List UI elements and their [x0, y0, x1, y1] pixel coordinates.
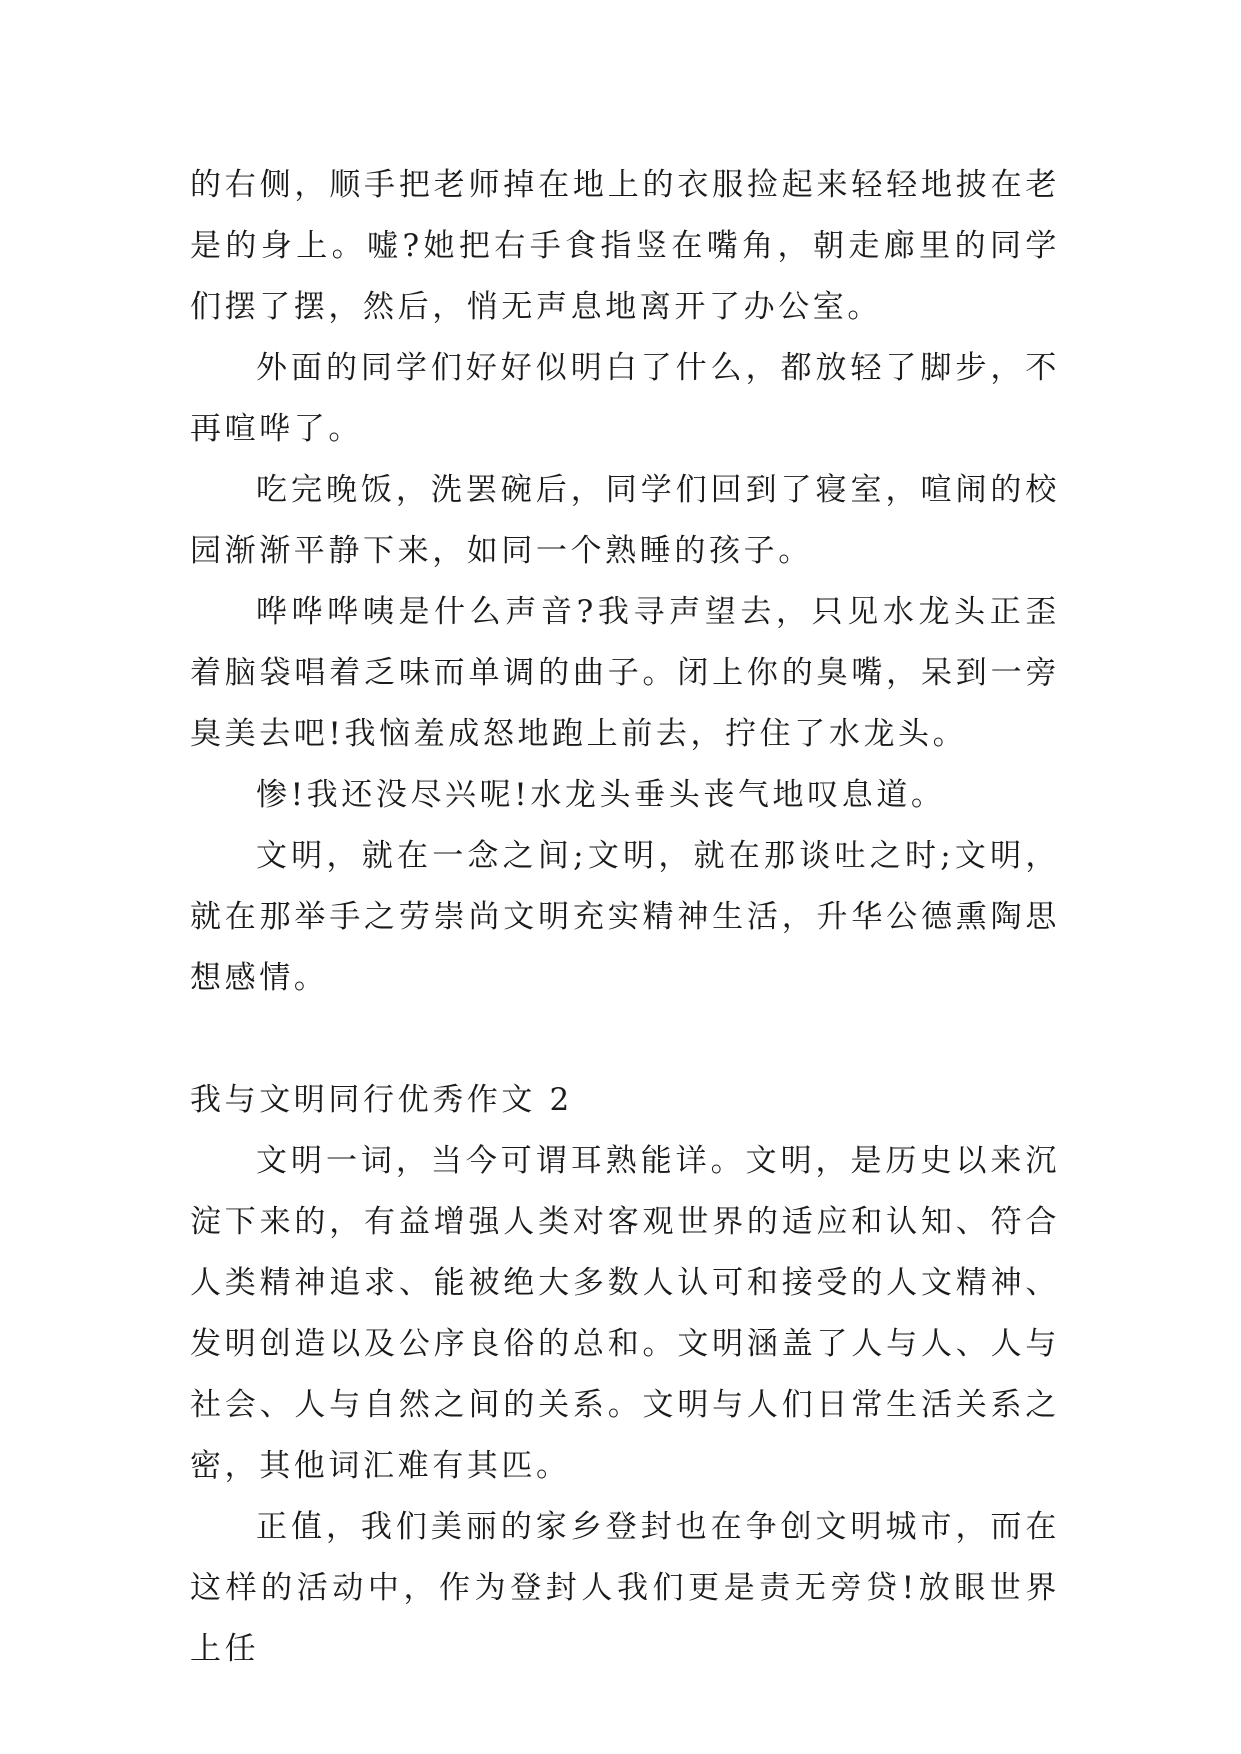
paragraph: 哗哗哗咦是什么声音?我寻声望去，只见水龙头正歪着脑袋唱着乏味而单调的曲子。闭上你的臭嘴，呆到一旁臭美去吧!我恼羞成怒地跑上前去，拧住了水龙头。	[190, 594, 1060, 752]
paragraph: 正值，我们美丽的家乡登封也在争创文明城市，而在这样的活动中，作为登封人我们更是责无旁贷!放眼世界上任	[190, 1509, 1060, 1667]
paragraph: 文明一词，当今可谓耳熟能详。文明，是历史以来沉淀下来的，有益增强人类对客观世界的适应和认知、符合人类精神追求、能被绝大多数人认可和接受的人文精神、发明创造以及公序良俗的总和。文明涵盖了人与人、人与社会、人与自然之间的关系。文明与人们日常生活关系之密，其他词汇难有其匹。	[190, 1143, 1060, 1484]
paragraph: 吃完晚饭，洗罢碗后，同学们回到了寝室，喧闹的校园渐渐平静下来，如同一个熟睡的孩子。	[190, 472, 1060, 569]
paragraph: 外面的同学们好好似明白了什么，都放轻了脚步，不再喧哗了。	[190, 350, 1060, 447]
paragraph: 文明，就在一念之间;文明，就在那谈吐之时;文明，就在那举手之劳崇尚文明充实精神生活，升华公德熏陶思想感情。	[190, 838, 1060, 996]
document-body	[190, 155, 1060, 1680]
section-heading: 我与文明同行优秀作文 2	[190, 1082, 573, 1118]
paragraph: 的右侧，顺手把老师掉在地上的衣服捡起来轻轻地披在老是的身上。嘘?她把右手食指竖在嘴角，朝走廊里的同学们摆了摆，然后，悄无声息地离开了办公室。	[190, 167, 1060, 325]
paragraph: 惨!我还没尽兴呢!水龙头垂头丧气地叹息道。	[256, 777, 946, 813]
